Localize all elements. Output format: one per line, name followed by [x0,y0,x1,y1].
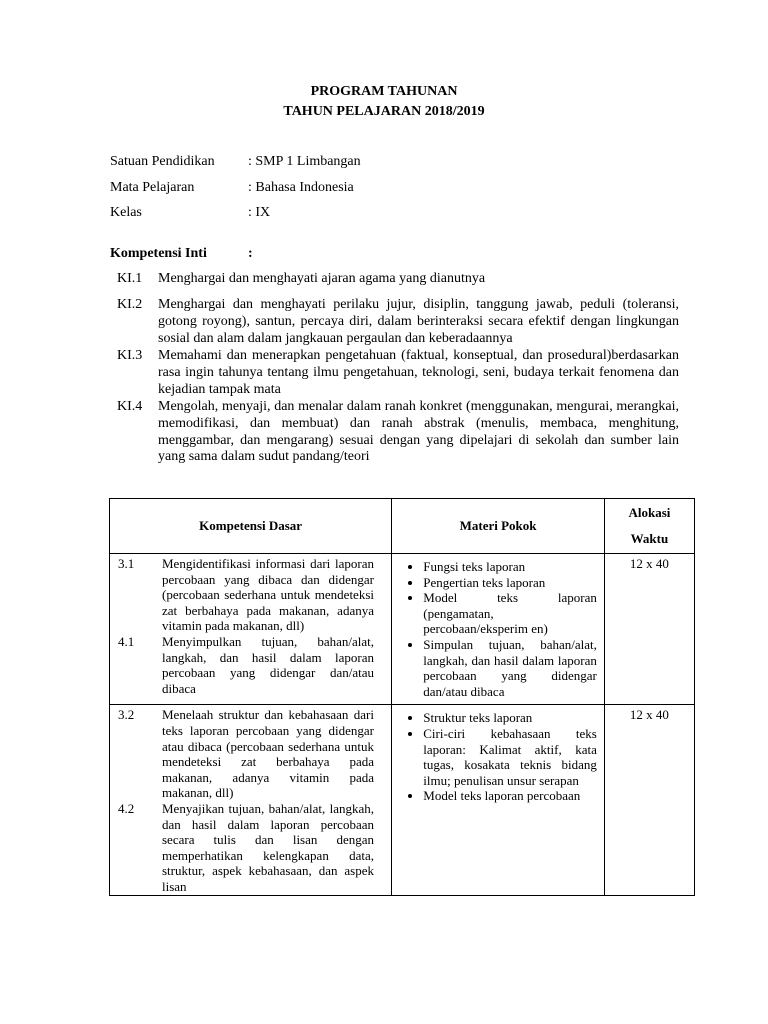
mp-list-item: • Simpulan tujuan, bahan/alat, langkah, dan hasil dalam laporan percobaan yang didengar dan/atau dibaca [423,637,597,699]
table-header-row [110,499,695,554]
mp-cell [392,554,605,705]
table-row [110,705,695,896]
kd-text: Mengidentifikasi informasi dari laporan percobaan yang dibaca dan didengar (percobaan sederhana untuk mendeteksi zat berbahaya pada makanan, adanya vitamin pada makanan, dll) [162,556,374,634]
meta-label: Mata Pelajaran [110,180,195,195]
header-alokasi-waktu [604,499,694,554]
kd-cell [110,554,392,705]
ki-number: KI.3 [117,348,143,363]
kd-number: 3.2 [118,707,135,723]
mp-list-item: • Pengertian teks laporan [423,575,597,591]
header-alokasi-line1: Alokasi [628,505,671,520]
competency-table [109,498,695,896]
ki-text: Mengolah, menyaji, dan menalar dalam ranah konkret (menggunakan, mengurai, merangkai, memodifikasi, dan membuat) dan ranah abstrak (menulis, membaca, menghitung, menggambar, dan mengarang) sesuai dengan yang dipelajari di sekolah dan sumber lain yang sama dalam sudut pandang/teori [158,399,679,465]
meta-label: Kelas [110,205,142,220]
alokasi-cell: 12 x 40 [604,705,694,896]
ki-text: Menghargai dan menghayati perilaku jujur, disiplin, tanggung jawab, peduli (toleransi, gotong royong), santun, percaya diri, dalam berinteraksi secara efektif dengan lingkungan sosial dan alam dalam jangkauan pergaulan dan keberadaannya [158,297,679,346]
ki-text: Menghargai dan menghayati ajaran agama yang dianutnya [158,271,486,286]
kd-text: Menyajikan tujuan, bahan/alat, langkah, dan hasil dalam laporan percobaan secara tulis dan lisan dengan memperhatikan kelengkapan data, struktur, aspek kebahasaan, dan aspek lisan [162,800,374,894]
mp-list-item: • Ciri-ciri kebahasaan teks laporan: Kalimat aktif, kata tugas, kosakata teknis bidang ilmu; penulisan unsur serapan [423,726,597,788]
header-kompetensi-dasar: Kompetensi Dasar [110,499,392,554]
kd-text: Menyimpulkan tujuan, bahan/alat, langkah, dan hasil dalam laporan percobaan yang didengar dan/atau dibaca [162,633,374,696]
mp-list-item: • Model teks laporan percobaan [423,788,597,804]
meta-value: : IX [248,205,271,220]
header-alokasi-line2: Waktu [630,531,669,546]
ki-heading-colon: : [248,246,253,261]
kd-item [116,556,385,634]
table-row [110,554,695,705]
ki-number: KI.1 [117,271,143,286]
mp-cell [392,705,605,896]
ki-number: KI.4 [117,399,143,414]
ki-number: KI.2 [117,297,143,312]
ki-heading-label: Kompetensi Inti [110,246,207,261]
header-materi-pokok: Materi Pokok [392,499,605,554]
ki-text: Memahami dan menerapkan pengetahuan (faktual, konseptual, dan prosedural)berdasarkan rasa ingin tahunya tentang ilmu pengetahuan, teknologi, seni, budaya terkait fenomena dan kejadian tampak mata [158,348,679,397]
kd-item [116,801,385,895]
meta-value: : SMP 1 Limbangan [248,154,361,169]
meta-label: Satuan Pendidikan [110,154,215,169]
document-title: PROGRAM TAHUNAN [310,84,458,99]
kd-item [116,634,385,696]
document-subtitle: TAHUN PELAJARAN 2018/2019 [283,104,485,119]
mp-list [393,706,603,808]
kd-number: 4.1 [118,633,135,649]
mp-list-item: • Struktur teks laporan [423,710,597,726]
kd-cell [110,705,392,896]
alokasi-cell: 12 x 40 [604,554,694,705]
ki-heading [110,246,253,262]
mp-list [393,555,603,703]
kd-item [116,707,385,801]
kd-number: 3.1 [118,556,135,571]
kd-number: 4.2 [118,800,135,816]
mp-list-item: • Fungsi teks laporan [423,559,597,575]
mp-list-item: • Model teks laporan (pengamatan, percobaan/eksperim en) [423,590,597,637]
kd-text: Menelaah struktur dan kebahasaan dari teks laporan percobaan yang didengar atau dibaca (percobaan sederhana untuk mendeteksi zat berbahaya pada makanan, adanya vitamin pada makanan, dll) [162,707,374,801]
meta-value: : Bahasa Indonesia [248,180,354,195]
